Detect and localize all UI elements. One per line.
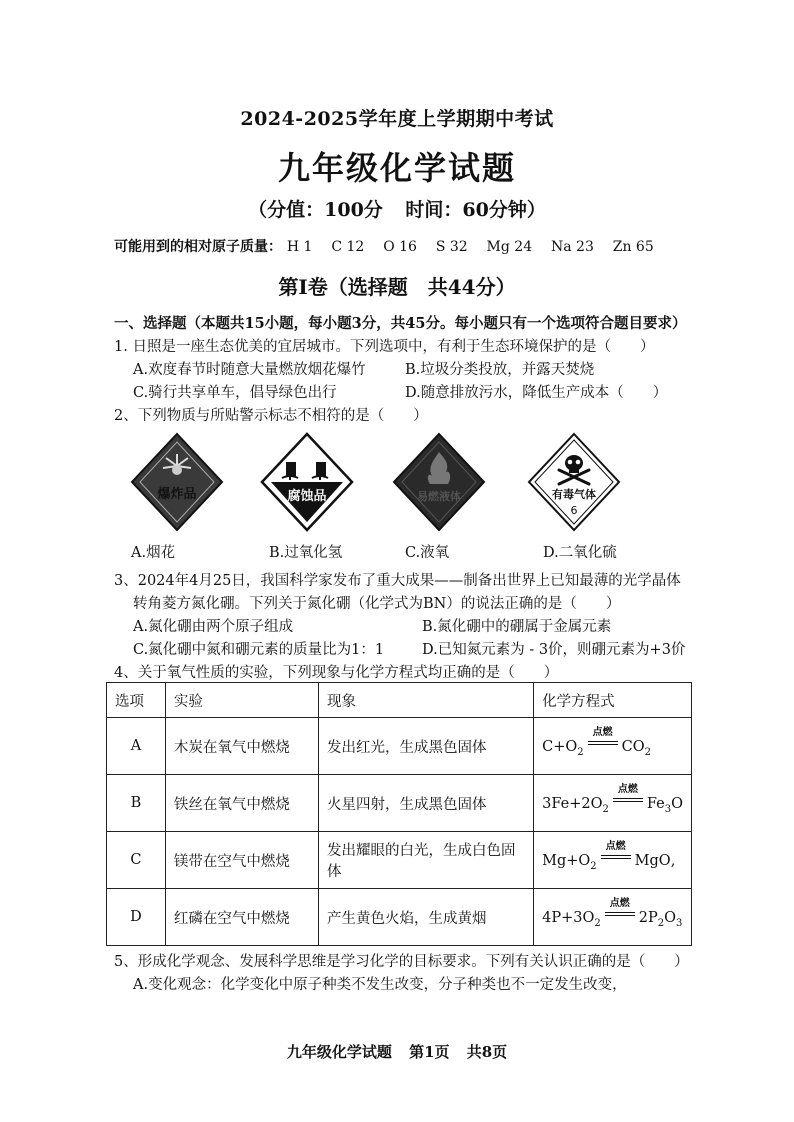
observation-cell: 发出耀眼的白光，生成白色固体: [318, 832, 533, 889]
q4-stem: 4、关于氧气性质的实验，下列现象与化学方程式均正确的是（ ）: [114, 665, 559, 681]
exam-score-time: [0, 195, 794, 222]
footer-page: 第1页: [409, 1043, 450, 1061]
atomic-masses-label: 可能用到的相对原子质量：: [114, 239, 282, 255]
q2-option-c: C.液氧: [405, 545, 450, 561]
experiment-cell: 木炭在氧气中燃烧: [165, 718, 318, 775]
observation-cell: 产生黄色火焰，生成黄烟: [318, 889, 533, 946]
table-header: 现象: [318, 683, 533, 718]
sign-label: 有毒气体: [552, 488, 596, 501]
experiment-cell: 铁丝在氧气中燃烧: [165, 775, 318, 832]
q3-stem-line2: 转角菱方氮化硼。下列关于氮化硼（化学式为BN）的说法正确的是（ ）: [133, 596, 621, 612]
page-footer: [0, 1041, 794, 1062]
table-header: 实验: [165, 683, 318, 718]
q5-option-a: A.变化观念：化学变化中原子种类不发生改变，分子种类也不一定发生改变，: [133, 977, 627, 993]
mass-item: H 1: [286, 239, 313, 255]
table-row: [107, 889, 692, 946]
q2-option-d: D.二氧化硫: [543, 545, 617, 561]
q1-stem: 1. 日照是一座生态优美的宜居城市。下列选项中，有利于生态环境保护的是（ ）: [114, 339, 655, 355]
q1-option-a: A.欢度春节时随意大量燃放烟花爆竹: [133, 362, 366, 378]
explosive-sign-icon: [130, 432, 224, 532]
sign-number: 6: [570, 504, 578, 517]
experiment-cell: 镁带在空气中燃烧: [165, 832, 318, 889]
table-header-row: [107, 683, 692, 718]
q3-stem-line1: 3、2024年4月25日，我国科学家发布了重大成果——制备出世界上已知最薄的光学晶体: [114, 573, 681, 589]
atomic-masses: [114, 236, 668, 256]
equation-cell: $3Fe+2O_2$ 点燃 $Fe_3O$: [534, 775, 692, 832]
option-cell: C: [107, 832, 166, 889]
table-row: [107, 775, 692, 832]
q1-option-b: B.垃圾分类投放，并露天焚烧: [405, 362, 595, 378]
reaction-condition: 点燃: [617, 783, 638, 795]
reaction-condition: 点燃: [609, 897, 630, 909]
q3-option-c: C.氮化硼中氮和硼元素的质量比为1：1: [133, 642, 385, 658]
mass-item: Zn 65: [612, 239, 654, 255]
sign-label: 腐蚀品: [287, 489, 327, 504]
footer-subject: 九年级化学试题: [286, 1043, 392, 1061]
q1-option-d: D.随意排放污水，降低生产成本（ ）: [405, 385, 668, 401]
q3-option-a: A.氮化硼由两个原子组成: [133, 619, 294, 635]
table-row: [107, 718, 692, 775]
observation-cell: 发出红光，生成黑色固体: [318, 718, 533, 775]
table-header: 选项: [107, 683, 166, 718]
equation-cell: $4P+3O_2$ 点燃 $2P_2O_3$: [534, 889, 692, 946]
mass-item: Mg 24: [486, 239, 533, 255]
part1-title: 一、选择题（本题共15小题，每小题3分，共45分。每小题只有一个选项符合题目要求）: [114, 315, 687, 332]
option-cell: B: [107, 775, 166, 832]
option-cell: D: [107, 889, 166, 946]
footer-total: 共8页: [466, 1043, 508, 1061]
corrosive-sign-icon: [260, 432, 354, 532]
equation-cell: $C+O_2$ 点燃 $CO_2$: [534, 718, 692, 775]
sign-label: 易燃液体: [417, 490, 461, 503]
flammable-sign-icon: [392, 432, 486, 532]
mass-item: C 12: [331, 239, 365, 255]
exam-year-title: 2024-2025学年度上学期期中考试: [240, 108, 554, 130]
option-cell: A: [107, 718, 166, 775]
q1-option-c: C.骑行共享单车，倡导绿色出行: [133, 385, 337, 401]
section-title: 第Ⅰ卷（选择题 共44分）: [278, 275, 516, 299]
mass-item: S 32: [435, 239, 468, 255]
table-header: 化学方程式: [534, 683, 692, 718]
q5-stem: 5、形成化学观念、发展科学思维是学习化学的目标要求。下列有关认识正确的是（ ）: [114, 954, 689, 970]
time-info: 时间：60分钟）: [405, 199, 546, 221]
q2-option-b: B.过氧化氢: [269, 545, 343, 561]
warning-signs: [130, 432, 690, 532]
mass-item: Na 23: [550, 239, 594, 255]
exam-subject-title: 九年级化学试题: [277, 149, 516, 187]
mass-item: O 16: [383, 239, 417, 255]
reaction-condition: 点燃: [605, 840, 626, 852]
observation-cell: 火星四射，生成黑色固体: [318, 775, 533, 832]
equation-cell: $Mg+O_2$ 点燃 MgO,: [534, 832, 692, 889]
table-row: [107, 832, 692, 889]
q3-option-d: D.已知氮元素为 - 3价，则硼元素为+3价: [422, 642, 686, 658]
q3-option-b: B.氮化硼中的硼属于金属元素: [422, 619, 612, 635]
q4-options-table: [106, 682, 692, 946]
q2-stem: 2、下列物质与所贴警示标志不相符的是（ ）: [114, 408, 428, 424]
reaction-condition: 点燃: [592, 726, 613, 738]
sign-label: 爆炸品: [157, 487, 197, 502]
score-info: （分值：100分: [248, 199, 383, 221]
q2-option-a: A.烟花: [131, 545, 176, 561]
toxic-gas-sign-icon: [527, 432, 621, 532]
experiment-cell: 红磷在空气中燃烧: [165, 889, 318, 946]
